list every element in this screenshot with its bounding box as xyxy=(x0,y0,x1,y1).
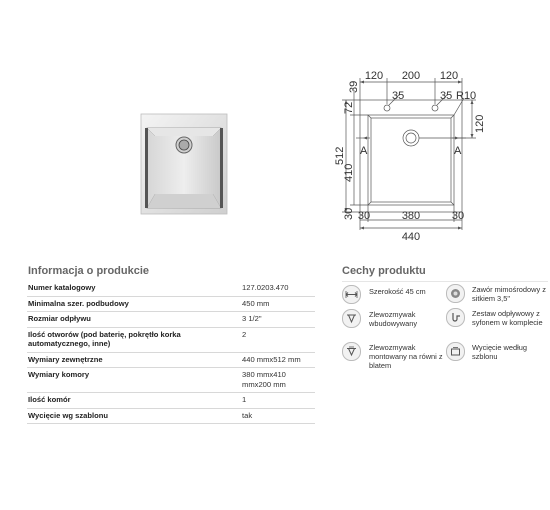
table-row xyxy=(27,368,315,393)
dim-512: 512 xyxy=(334,146,346,165)
spec-key: Numer katalogowy xyxy=(27,281,241,296)
table-row xyxy=(27,352,315,368)
template-cut-icon xyxy=(446,342,465,361)
dim-39: 39 xyxy=(348,80,360,93)
spec-key: Ilość otworów (pod baterię, pokrętło korka automatycznego, inne) xyxy=(27,327,241,352)
dim-35-right: 35 xyxy=(440,90,453,102)
dim-bottom-left: 30 xyxy=(357,210,371,222)
spec-value: 127.0203.470 xyxy=(241,281,315,296)
feature-siphon-text: Zestaw odpływowy z syfonem w komplecie xyxy=(472,309,543,327)
table-row xyxy=(27,296,315,312)
table-row xyxy=(27,408,315,424)
feature-strainer-text: Zawór mimośrodowy z sitkiem 3,5" xyxy=(472,285,546,303)
dim-410: 410 xyxy=(343,163,355,182)
dim-top-middle: 200 xyxy=(401,70,421,82)
dim-top-left: 120 xyxy=(364,70,384,82)
undermount-icon xyxy=(342,309,361,328)
spec-value: tak xyxy=(241,408,315,424)
dim-top-right: 120 xyxy=(439,70,459,82)
product-photo xyxy=(141,114,227,214)
spec-key: Rozmiar odpływu xyxy=(27,312,241,328)
table-row xyxy=(27,393,315,409)
spec-key: Wymiary zewnętrzne xyxy=(27,352,241,368)
section-mark-right: A xyxy=(454,145,462,157)
spec-key: Wycięcie wg szablonu xyxy=(27,408,241,424)
spec-value: 1 xyxy=(241,393,315,409)
siphon-icon xyxy=(446,308,465,327)
spec-value: 440 mmx512 mm xyxy=(241,352,315,368)
feature-width-text: Szerokość 45 cm xyxy=(369,287,426,296)
section-mark-left: A xyxy=(360,145,368,157)
spec-value: 2 xyxy=(241,327,315,352)
dim-120-right: 120 xyxy=(474,114,486,133)
dim-bottom-right: 30 xyxy=(451,210,465,222)
feature-template-cut-text: Wycięcie według szblonu xyxy=(472,343,527,361)
strainer-waste-icon xyxy=(446,284,465,303)
technical-drawing xyxy=(330,70,486,243)
dim-total-width: 440 xyxy=(401,231,421,243)
flush-mount-icon xyxy=(342,342,361,361)
spec-key: Ilość komór xyxy=(27,393,241,409)
table-row xyxy=(27,281,315,296)
dim-72: 72 xyxy=(343,101,355,114)
features-title: Cechy produktu xyxy=(342,265,426,277)
spec-table xyxy=(27,281,315,424)
dim-r10: R10 xyxy=(456,90,477,102)
table-row xyxy=(27,312,315,328)
table-row xyxy=(27,327,315,352)
spec-value: 450 mm xyxy=(241,296,315,312)
dim-bottom-middle: 380 xyxy=(401,210,421,222)
product-info-title: Informacja o produkcie xyxy=(28,265,150,277)
feature-flush-mount-text: Zlewozmywak montowany na równi z blatem xyxy=(369,343,443,370)
divider xyxy=(342,281,548,282)
feature-undermount-text: Zlewozmywak wbudowywany xyxy=(369,310,418,328)
spec-key: Minimalna szer. podbudowy xyxy=(27,296,241,312)
spec-key: Wymiary komory xyxy=(27,368,241,393)
dim-35-left: 35 xyxy=(392,90,405,102)
width-icon xyxy=(342,285,361,304)
dim-30-left: 30 xyxy=(343,207,355,220)
spec-value: 380 mmx410 mmx200 mm xyxy=(241,368,315,393)
spec-value: 3 1/2" xyxy=(241,312,315,328)
